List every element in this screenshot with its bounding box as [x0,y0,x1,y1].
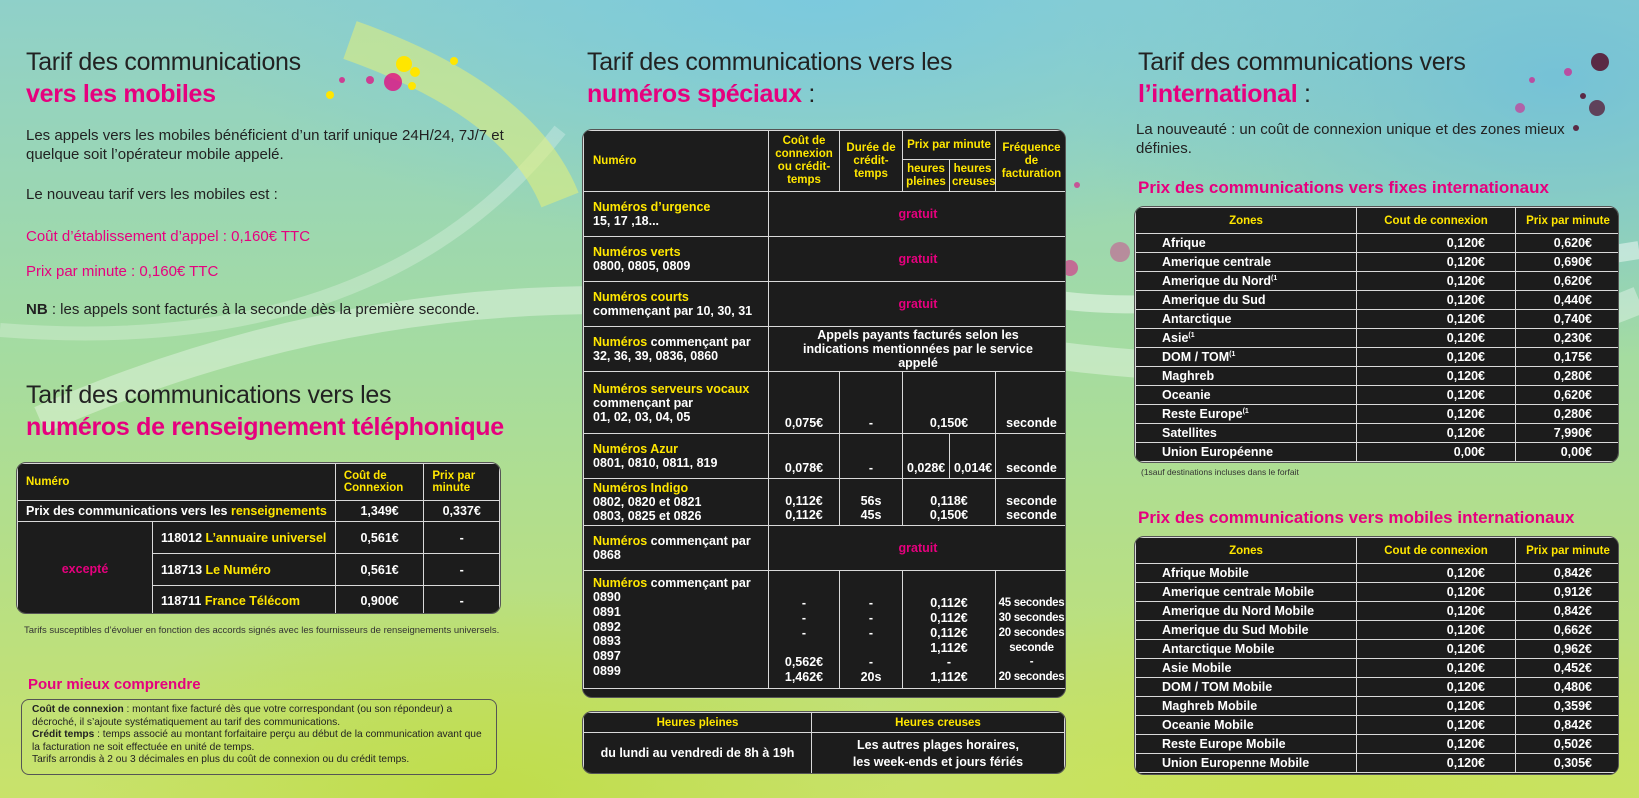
table-row [1136,367,1620,386]
prix-cell: 0,842€ [1516,716,1620,735]
payants-value: Appels payants facturés selon les indications mentionnées par le service appelé [769,327,1067,372]
vocaux-nums: 01, 02, 03, 04, 05 [593,409,691,424]
azur-duree: - [840,434,903,479]
table-row [584,434,1067,479]
zone-name: Satellites [1162,426,1217,440]
n0868-title-b: commençant par [647,534,751,548]
heures-table [583,712,1065,774]
cout-cell: 0,120€ [1357,424,1516,443]
zone-cell [1136,754,1357,773]
n08xx-cout [773,641,835,656]
rens-row-cout: 0,900€ [335,586,424,615]
n08xx-num: 0899 [593,663,621,678]
indigo-title: Numéros Indigo [593,481,689,495]
zone-name: DOM / TOM Mobile [1162,680,1273,694]
mobiles-per-minute: Prix par minute : 0,160€ TTC [26,263,219,280]
vocaux-prix: 0,150€ [903,372,996,434]
table-row [1136,310,1620,329]
renseignements-footnote: Tarifs susceptibles d’évoluer en fonction des accords signés avec les fournisseurs de renseignements universels. [24,625,500,636]
col-header-numero: Numéro [18,464,336,501]
cout-cell: 0,120€ [1357,697,1516,716]
zone-name: Antarctique Mobile [1162,642,1275,656]
international-title-line2 [1138,80,1311,109]
table-row [1136,386,1620,405]
speciaux-table [583,130,1066,689]
n08xx-duree: - [868,655,874,670]
rens-main-cout: 1,349€ [335,501,424,522]
zone-cell [1136,678,1357,697]
n08xx-freq: 20 secondes [998,626,1065,639]
cout-text: : montant fixe facturé dès que votre correspondant (ou son répondeur) a décroché, il s’ajoute systématiquement au tarif des communications. [32,704,453,728]
cout-cell: 0,120€ [1357,640,1516,659]
col-header-cout: Coût de Connexion [335,464,424,501]
cout-cell: 0,120€ [1357,291,1516,310]
zone-footnote-mark: (1 [1188,331,1195,339]
table-row [584,733,1065,775]
zone-footnote-mark: (1 [1229,350,1236,358]
table-row [584,327,1067,372]
rens-main-label-b: renseignements [230,504,327,518]
indigo-freq1: seconde [1006,494,1057,508]
zone-name: Union Europenne Mobile [1162,756,1310,770]
mobiles-title-line1: Tarif des communications [26,48,301,76]
n08xx-cout: - [801,596,807,611]
zone-cell [1136,697,1357,716]
vocaux-duree: - [840,372,903,434]
zone-cell [1136,583,1357,602]
n08xx-cout: - [801,625,807,640]
table-row [1136,291,1620,310]
zone-name: Oceanie Mobile [1162,718,1254,732]
prix-cell: 0,842€ [1516,564,1620,583]
table-row [584,282,1067,327]
zone-cell [1136,640,1357,659]
cout-cell: 0,120€ [1357,716,1516,735]
speciaux-table-box [582,129,1066,698]
n08xx-duree: - [868,596,874,611]
verts-title: Numéros verts [593,245,681,259]
speciaux-title-line1: Tarif des communications vers les [587,48,953,76]
n08xx-freq [996,571,1067,689]
cout-cell: 0,120€ [1357,253,1516,272]
comprendre-arrondis: Tarifs arrondis à 2 ou 3 décimales en plus du coût de connexion ou du crédit temps. [32,754,410,765]
n08xx-num: 0892 [593,619,621,634]
n08xx-prix [903,571,996,689]
cout-cell: 0,00€ [1357,443,1516,462]
mobiles-title-line2: vers les mobiles [26,80,216,108]
zone-name: Reste Europe Mobile [1162,737,1286,751]
payants-nums: 32, 36, 39, 0836, 0860 [593,349,719,363]
cout-cell: 0,120€ [1357,272,1516,291]
cout-cell: 0,120€ [1357,310,1516,329]
table-row [1136,735,1620,754]
col-header-creuses: heures creuses [950,160,996,192]
cout-cell: 0,120€ [1357,564,1516,583]
azur-creuses: 0,014€ [950,434,996,479]
zone-cell [1136,234,1357,253]
pleines-text: du lundi au vendredi de 8h à 19h [584,733,812,775]
n08xx-prix: 1,112€ [930,670,968,685]
courts-nums: commençant par 10, 30, 31 [593,304,753,318]
cout-cell: 0,120€ [1357,329,1516,348]
cout-cell: 0,120€ [1357,367,1516,386]
table-row [1136,443,1620,462]
n08xx-freq: 20 secondes [998,671,1065,684]
azur-freq: seconde [996,434,1067,479]
international-title-suffix: : [1297,80,1311,108]
indigo-prix1: 0,118€ [930,494,968,508]
n08xx-duree [840,571,903,689]
mobiles-intl-title: Prix des communications vers mobiles internationaux [1138,508,1575,527]
indigo-cout1: 0,112€ [785,494,823,508]
nb-text: : les appels sont facturés à la seconde dès la première seconde. [47,301,480,318]
cout-cell: 0,120€ [1357,234,1516,253]
except-label: excepté [18,522,153,615]
table-row [1136,697,1620,716]
table-row [1136,621,1620,640]
fixes-note: (1sauf destinations incluses dans le forfait [1141,467,1299,477]
prix-cell: 0,962€ [1516,640,1620,659]
nb-label: NB [26,301,48,318]
fixes-table-box [1134,206,1619,463]
rens-row-prix: - [424,586,500,615]
zone-name: Afrique [1162,236,1206,250]
col-header-pleines: Heures pleines [584,713,812,733]
indigo-freq2: seconde [1006,508,1057,522]
vocaux-freq: seconde [996,372,1067,434]
table-row [1136,640,1620,659]
n08xx-num: 0891 [593,604,621,619]
table-row [1136,405,1620,424]
rens-main-label-a: Prix des communications vers les [26,504,231,518]
prix-cell: 0,912€ [1516,583,1620,602]
speciaux-title-suffix: : [801,80,816,108]
payants-title-b: commençant par [647,335,751,349]
fixes-title: Prix des communications vers fixes internationaux [1138,178,1549,197]
azur-title: Numéros Azur [593,442,678,456]
zone-name: Union Européenne [1162,445,1274,459]
mobiles-intl-table [1135,537,1619,773]
vocaux-title: Numéros serveurs vocaux [593,381,750,396]
cout-cell: 0,120€ [1357,583,1516,602]
rens-row-name: France Télécom [204,593,300,608]
courts-value: gratuit [769,282,1067,327]
col-header-zones: Zones [1136,538,1357,564]
zone-footnote-mark: (1 [1271,274,1278,282]
mobiles-intl-table-box [1134,536,1619,775]
credit-text: : temps associé au montant forfaitaire perçu au début de la communication avant que la facturation ne soit effectuée en unité de temps. [32,729,482,753]
zone-name: Oceanie [1162,388,1211,402]
indigo-nums2: 0803, 0825 et 0826 [593,509,702,523]
zone-cell [1136,348,1357,367]
n0868-title-a: Numéros [593,534,648,548]
creuses-line1: Les autres plages horaires, [857,737,1019,752]
prix-cell: 0,842€ [1516,602,1620,621]
rens-row-cout: 0,561€ [335,554,424,586]
zone-cell [1136,310,1357,329]
zone-name: Amerique du Nord [1162,274,1272,288]
n08xx-prix: 0,112€ [930,625,968,640]
col-header-numero: Numéro [584,131,769,192]
n08xx-nums [593,590,764,679]
rens-row-name: L’annuaire universel [205,530,327,545]
indigo-cout2: 0,112€ [785,508,823,522]
indigo-duree2: 45s [860,508,882,522]
n08xx-title-b: commençant par [647,576,751,590]
prix-cell: 0,662€ [1516,621,1620,640]
verts-value: gratuit [769,237,1067,282]
table-row [584,372,1067,434]
speciaux-title-line2 [587,80,815,109]
n08xx-cout [769,571,840,689]
prix-cell: 7,990€ [1516,424,1620,443]
col-header-cout: Coût de connexion ou crédit-temps [769,131,840,192]
zone-cell [1136,253,1357,272]
n08xx-title-a: Numéros [593,576,648,590]
zone-name: Asie Mobile [1162,661,1232,675]
comprendre-title: Pour mieux comprendre [28,676,201,693]
rens-row-prix: - [424,522,500,554]
prix-cell: 0,480€ [1516,678,1620,697]
zone-cell [1136,735,1357,754]
mobiles-nb [26,300,480,319]
indigo-nums1: 0802, 0820 et 0821 [593,495,702,509]
table-row [1136,253,1620,272]
n0868-value: gratuit [769,526,1067,571]
international-intro: La nouveauté : un coût de connexion unique et des zones mieux définies. [1136,121,1565,157]
n08xx-freq: seconde [1009,641,1054,654]
zone-name: Afrique Mobile [1162,566,1249,580]
payants-title-a: Numéros [593,335,648,349]
verts-nums: 0800, 0805, 0809 [593,259,691,273]
table-row [1136,659,1620,678]
prix-cell: 0,175€ [1516,348,1620,367]
table-row [1136,754,1620,773]
mobiles-intro: Les appels vers les mobiles bénéficient d’un tarif unique 24H/24, 7J/7 et quelque soit l’opérateur mobile appelé. [26,127,504,163]
n08xx-cout: 1,462€ [784,670,824,685]
prix-cell: 0,620€ [1516,386,1620,405]
zone-cell [1136,386,1357,405]
zone-cell [1136,405,1357,424]
comprendre-cout [32,704,486,729]
prix-cell: 0,00€ [1516,443,1620,462]
n08xx-num: 0897 [593,649,621,664]
n0868-nums: 0868 [593,548,621,562]
international-title-line1: Tarif des communications vers [1138,48,1466,76]
rens-row-cout: 0,561€ [335,522,424,554]
n08xx-prix: 0,112€ [930,611,968,626]
col-header-prix: Prix par minute [903,131,996,160]
zone-name: Maghreb [1162,369,1215,383]
table-row [1136,329,1620,348]
table-row [18,501,500,522]
rens-row-num: 118711 [161,593,205,608]
urgence-title: Numéros d’urgence [593,200,711,214]
azur-cout: 0,078€ [769,434,840,479]
speciaux-title-main: numéros spéciaux [587,80,802,108]
prix-cell: 0,305€ [1516,754,1620,773]
renseignements-title-line1: Tarif des communications vers les [26,381,392,409]
col-header-cout: Cout de connexion [1357,538,1516,564]
col-header-frequence: Fréquence de facturation [996,131,1067,192]
n08xx-duree [844,641,898,656]
col-header-pleines: heures pleines [903,160,950,192]
zone-name: Maghreb Mobile [1162,699,1258,713]
cout-label: Coût de connexion [32,704,124,715]
rens-row-num: 118713 [161,562,206,577]
fixes-table [1135,207,1619,462]
cout-cell: 0,120€ [1357,602,1516,621]
renseignements-table [17,463,500,614]
prix-cell: 0,690€ [1516,253,1620,272]
zone-name: Amerique du Nord Mobile [1162,604,1315,618]
zone-cell [1136,621,1357,640]
cout-cell: 0,120€ [1357,386,1516,405]
n08xx-duree: - [868,625,874,640]
zone-cell [1136,602,1357,621]
table-row [1136,348,1620,367]
cout-cell: 0,120€ [1357,754,1516,773]
cout-cell: 0,120€ [1357,348,1516,367]
table-row [1136,602,1620,621]
table-row [584,479,1067,526]
cout-cell: 0,120€ [1357,621,1516,640]
table-row [1136,564,1620,583]
azur-nums: 0801, 0810, 0811, 819 [593,456,718,470]
zone-name: Amerique centrale Mobile [1162,585,1315,599]
zone-cell [1136,367,1357,386]
courts-title: Numéros courts [593,290,689,304]
n08xx-prix: - [946,655,952,670]
indigo-duree1: 56s [860,494,882,508]
international-title-main: l’international [1138,80,1298,108]
zone-cell [1136,424,1357,443]
n08xx-num: 0893 [593,634,621,649]
renseignements-table-box [16,462,501,614]
zone-cell [1136,272,1357,291]
cout-cell: 0,120€ [1357,405,1516,424]
zone-name: Reste Europe [1162,407,1243,421]
heures-table-box [582,711,1066,774]
zone-cell [1136,291,1357,310]
rens-row-num: 118012 [161,530,206,545]
n08xx-prix: 1,112€ [930,640,968,655]
azur-pleines: 0,028€ [903,434,950,479]
col-header-zones: Zones [1136,208,1357,234]
rens-row-name: Le Numéro [205,562,271,577]
col-header-prix: Prix par minute [1516,538,1620,564]
col-header-prix: Prix par minute [424,464,500,501]
cout-cell: 0,120€ [1357,659,1516,678]
n08xx-num: 0890 [593,590,621,604]
table-row [1136,234,1620,253]
vocaux-cout: 0,075€ [769,372,840,434]
zone-footnote-mark: (1 [1242,407,1249,415]
table-row [584,526,1067,571]
prix-cell: 0,440€ [1516,291,1620,310]
renseignements-title-line2: numéros de renseignement téléphonique [26,413,504,441]
prix-cell: 0,280€ [1516,405,1620,424]
col-header-cout: Cout de connexion [1357,208,1516,234]
table-row [1136,272,1620,291]
credit-label: Crédit temps [32,729,95,740]
prix-cell: 0,359€ [1516,697,1620,716]
zone-name: DOM / TOM [1162,350,1230,364]
mobiles-new-tariff: Le nouveau tarif vers les mobiles est : [26,186,278,203]
zone-cell [1136,329,1357,348]
table-row [584,571,1067,689]
col-header-prix: Prix par minute [1516,208,1620,234]
rens-row-prix: - [424,554,500,586]
vocaux-line2: commençant par [593,395,694,410]
col-header-creuses: Heures creuses [812,713,1065,733]
table-row [1136,716,1620,735]
urgence-nums: 15, 17 ,18... [593,214,660,228]
zone-cell [1136,443,1357,462]
mobiles-setup-cost: Coût d’établissement d’appel : 0,160€ TTC [26,228,311,245]
n08xx-duree: - [868,611,874,626]
rens-main-prix: 0,337€ [424,501,500,522]
zone-name: Asie [1162,331,1189,345]
zone-cell [1136,716,1357,735]
prix-cell: 0,230€ [1516,329,1620,348]
n08xx-cout: 0,562€ [784,655,824,670]
prix-cell: 0,452€ [1516,659,1620,678]
n08xx-freq: 45 secondes [998,597,1065,610]
col-header-duree: Durée de crédit-temps [840,131,903,192]
comprendre-credit [32,729,486,754]
creuses-line2: les week-ends et jours fériés [852,754,1024,769]
table-row [584,192,1067,237]
zone-name: Antarctique [1162,312,1232,326]
table-row [1136,424,1620,443]
zone-cell [1136,564,1357,583]
cout-cell: 0,120€ [1357,735,1516,754]
table-row [584,237,1067,282]
urgence-value: gratuit [769,192,1067,237]
n08xx-duree: 20s [860,670,882,685]
table-row [18,522,500,554]
zone-name: Amerique centrale [1162,255,1272,269]
prix-cell: 0,620€ [1516,272,1620,291]
n08xx-freq: - [1029,656,1034,669]
n08xx-freq: 30 secondes [998,612,1065,625]
prix-cell: 0,620€ [1516,234,1620,253]
table-row [1136,678,1620,697]
comprendre-box [21,699,497,775]
zone-name: Amerique du Sud Mobile [1162,623,1309,637]
n08xx-cout: - [801,611,807,626]
cout-cell: 0,120€ [1357,678,1516,697]
table-row [1136,583,1620,602]
prix-cell: 0,280€ [1516,367,1620,386]
zone-name: Amerique du Sud [1162,293,1266,307]
prix-cell: 0,502€ [1516,735,1620,754]
prix-cell: 0,740€ [1516,310,1620,329]
n08xx-prix: 0,112€ [930,596,968,611]
zone-cell [1136,659,1357,678]
indigo-prix2: 0,150€ [929,508,969,522]
